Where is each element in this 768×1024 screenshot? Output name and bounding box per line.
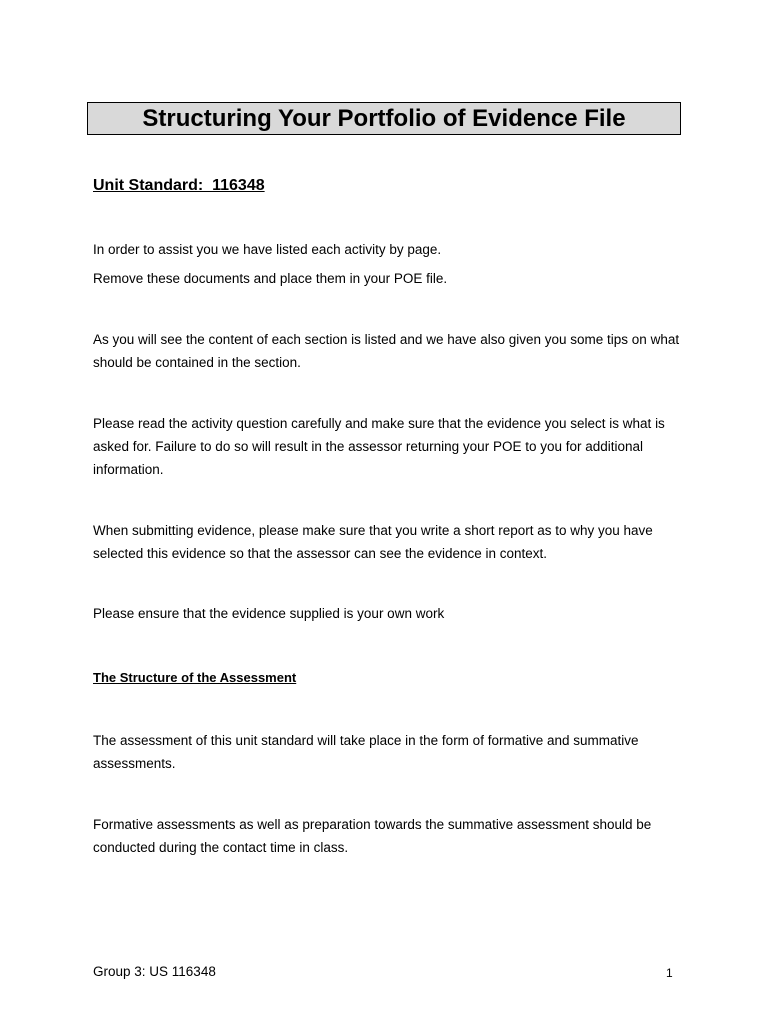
unit-standard-heading: Unit Standard: 116348 — [93, 177, 265, 194]
paragraph-6: Please ensure that the evidence supplied is your own work — [93, 606, 445, 621]
footer-text: Group 3: US 116348 — [93, 964, 216, 979]
document-title: Structuring Your Portfolio of Evidence File — [87, 102, 681, 135]
paragraph-1: In order to assist you we have listed each activity by page. — [93, 242, 442, 257]
page-number: 1 — [666, 966, 673, 980]
section-paragraph-2: Formative assessments as well as preparation towards the summative assessment should be conducted during the contact time in class. — [93, 817, 652, 855]
section-heading: The Structure of the Assessment — [93, 670, 297, 685]
paragraph-3: As you will see the content of each section is listed and we have also given you some tips on what should be contained in the section. — [93, 332, 680, 370]
paragraph-2: Remove these documents and place them in your POE file. — [93, 271, 448, 286]
section-paragraph-1: The assessment of this unit standard will take place in the form of formative and summative assessments. — [93, 733, 639, 771]
paragraph-4: Please read the activity question carefully and make sure that the evidence you select is what is asked for. Failure to do so will result in the assessor returning your POE to you for additional information. — [93, 416, 665, 477]
paragraph-5: When submitting evidence, please make sure that you write a short report as to why you have selected this evidence so that the assessor can see the evidence in context. — [93, 523, 653, 561]
